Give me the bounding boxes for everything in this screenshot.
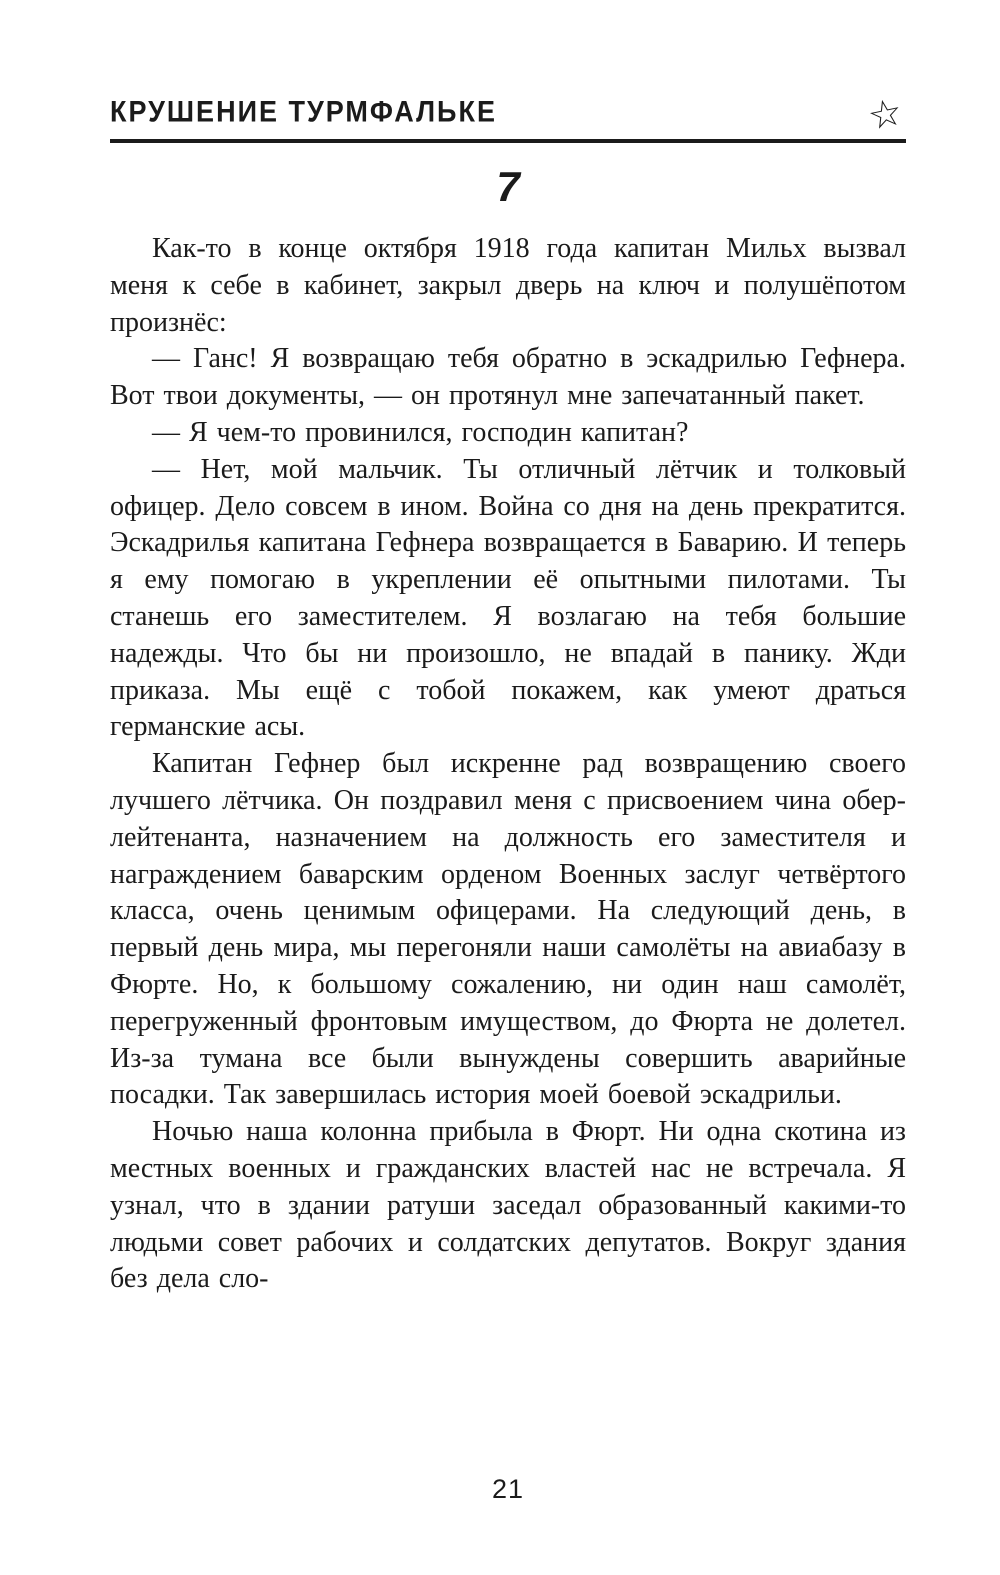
chapter-number: 7 xyxy=(496,163,520,210)
paragraph: — Нет, мой мальчик. Ты отличный лётчик и толковый офицер. Дело совсем в ином. Война со дня на день прекратится. Эскадрилья капитана Гефнера возвращается в Баварию. И теперь я ему помогаю в укреплении её опытными пилотами. Ты станешь его заместителем. Я возлагаю на тебя большие надежды. Что бы ни произошло, не впадай в панику. Жди приказа. Мы ещё с тобой покажем, как умеют драться германские асы. xyxy=(110,453,906,743)
paragraph: Капитан Гефнер был искренне рад возвращению своего лучшего лётчика. Он поздравил меня с присвоением чина обер-лейтенанта, назначением на должность его заместителя и награждением баварским орденом Военных заслуг четвёртого класса, очень ценимым офицерами. На следующий день, в первый день мира, мы перегоняли наши самолёты на авиабазу в Фюрте. Но, к большому сожалению, ни один наш самолёт, перегруженный фронтовым имуществом, до Фюрта не долетел. Из-за тумана все были вынуждены совершить аварийные посадки. Так завершилась история моей боевой эскадрильи. xyxy=(110,748,906,1111)
body-text xyxy=(110,231,906,1298)
running-header xyxy=(110,88,907,143)
page-number: 21 xyxy=(491,1474,525,1504)
star-outline-icon: ☆ xyxy=(863,88,907,140)
paragraph: — Ганс! Я возвращаю тебя обратно в эскадрилью Гефнера. Вот твои документы, — он протянул мне запечатанный пакет. xyxy=(110,343,906,412)
running-title: КРУШЕНИЕ ТУРМФАЛЬКЕ xyxy=(110,95,497,128)
paragraph: Ночью наша колонна прибыла в Фюрт. Ни одна скотина из местных военных и гражданских властей нас не встречала. Я узнал, что в здании ратуши заседал образованный какими-то людьми совет рабочих и солдатских депутатов. Вокруг здания без дела сло- xyxy=(110,1116,906,1295)
paragraph: — Я чем-то провинился, господин капитан? xyxy=(152,416,689,448)
paragraph: Как-то в конце октября 1918 года капитан Мильх вызвал меня к себе в кабинет, закрыл дверь на ключ и полушёпотом произнёс: xyxy=(110,233,906,338)
